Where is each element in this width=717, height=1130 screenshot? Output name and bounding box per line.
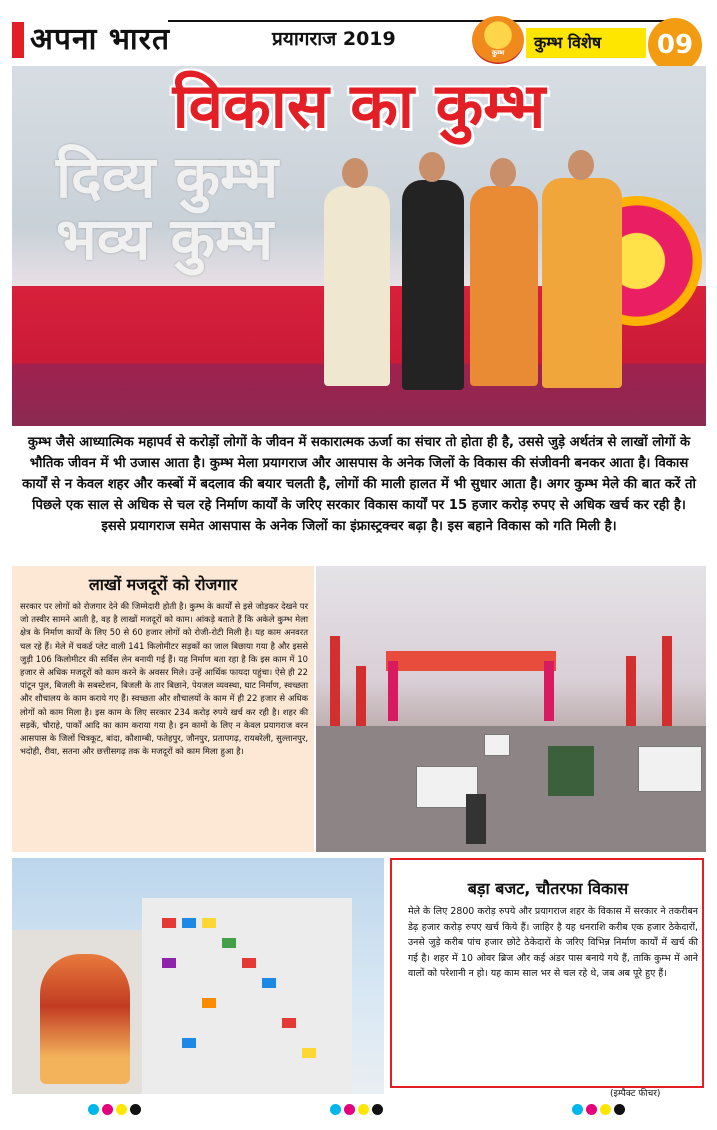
building-main bbox=[142, 898, 352, 1094]
registration-dot bbox=[572, 1104, 583, 1115]
registration-dot bbox=[116, 1104, 127, 1115]
registration-marks-right bbox=[572, 1100, 628, 1112]
building-mural bbox=[40, 954, 130, 1084]
hero-title: विकास का कुम्भ bbox=[172, 69, 546, 142]
registration-marks-center bbox=[330, 1100, 386, 1112]
person-figure bbox=[402, 180, 464, 390]
window bbox=[202, 918, 216, 928]
registration-dot bbox=[586, 1104, 597, 1115]
hero-sign-line1: दिव्य कुम्भ bbox=[56, 143, 279, 211]
registration-dot bbox=[344, 1104, 355, 1115]
window bbox=[162, 918, 176, 928]
flag bbox=[330, 636, 340, 726]
entrance-gate bbox=[386, 651, 556, 671]
painted-building-photo bbox=[12, 858, 384, 1094]
hero-photo bbox=[12, 66, 706, 426]
hero-sign bbox=[56, 143, 279, 273]
window bbox=[222, 938, 236, 948]
budget-article-body: मेले के लिए 2800 करोड़ रुपये और प्रयागराज शहर के विकास में सरकार ने तकरीबन डेढ़ हजार करोड़ रुपए खर्च किये हैं। जाहिर है यह धनराशि करीब एक हजार ठेकेदारों, उनसे जुड़े करीब पांच हजार छोटे ठेकेदारों के जरिए विभिन्न निर्माण कार्यों में खर्च की गई है। शहर में 10 ओवर ब्रिज और कई अंडर पास बनाये गये हैं, ताकि कुम्भ में आने वालों को परेशानी न हो। यह काम साल भर से चल रहे थे, जब अब पूरे हुए हैं। bbox=[408, 906, 698, 980]
registration-dot bbox=[130, 1104, 141, 1115]
window bbox=[242, 958, 256, 968]
gate-post bbox=[388, 661, 398, 721]
registration-dot bbox=[600, 1104, 611, 1115]
person-figure bbox=[470, 186, 538, 386]
registration-dot bbox=[358, 1104, 369, 1115]
jeep bbox=[638, 746, 702, 792]
registration-dot bbox=[372, 1104, 383, 1115]
window bbox=[282, 1018, 296, 1028]
page-number: 09 bbox=[648, 18, 702, 72]
registration-dot bbox=[614, 1104, 625, 1115]
flag bbox=[662, 636, 672, 726]
window bbox=[302, 1048, 316, 1058]
intro-paragraph: कुम्भ जैसे आध्यात्मिक महापर्व से करोड़ों लोगों के जीवन में सकारात्मक ऊर्जा का संचार तो होता ही है, उससे जुड़े अर्थतंत्र से लाखों लोगों के भौतिक जीवन में भी उजास आता है। कुम्भ मेला प्रयागराज और आसपास के अनेक जिलों के विकास की संजीवनी बनकर आता है। विकास कार्यों से न केवल शहर और कस्बों में बदलाव की बयार चलती है, लोगों की माली हालत में भी सुधार आता है। अगर कुम्भ मेले की बात करें तो पिछले एक साल से अधिक से चल रहे निर्माण कार्यों के जरिए सरकार विकास कार्यों पर 15 हजार करोड़ रुपए से अधिक खर्च कर रही है। इससे प्रयागराज समेत आसपास के अनेक जिलों का इंफ्रास्ट्रक्चर बढ़ा है। इस बहाने विकास को गति मिली है। bbox=[22, 435, 696, 534]
flag bbox=[626, 656, 636, 736]
window bbox=[262, 978, 276, 988]
window bbox=[162, 958, 176, 968]
section-tag: कुम्भ विशेष bbox=[526, 28, 646, 58]
registration-marks-left bbox=[88, 1100, 144, 1112]
motorcycle-rider bbox=[466, 794, 486, 844]
header-red-bar bbox=[12, 22, 24, 58]
gate-post bbox=[544, 661, 554, 721]
header-rule bbox=[168, 20, 678, 22]
paper-name: अपना भारत bbox=[30, 22, 171, 57]
tractor bbox=[548, 746, 594, 796]
registration-dot bbox=[102, 1104, 113, 1115]
jobs-article-heading: लाखों मजदूरों को रोजगार bbox=[88, 575, 238, 594]
person-head bbox=[419, 152, 445, 182]
window bbox=[182, 1038, 196, 1048]
hero-sign-line2: भव्य कुम्भ bbox=[56, 205, 274, 273]
window bbox=[182, 918, 196, 928]
person-head bbox=[568, 150, 594, 180]
feature-credit: (इम्पैक्ट फीचर) bbox=[610, 1089, 661, 1099]
kumbh-emblem bbox=[472, 16, 524, 64]
city-date: प्रयागराज 2019 bbox=[272, 28, 396, 50]
budget-article-heading: बड़ा बजट, चौतरफा विकास bbox=[467, 879, 629, 898]
window bbox=[202, 998, 216, 1008]
person-head bbox=[490, 158, 516, 188]
person-figure bbox=[542, 178, 622, 388]
person-head bbox=[342, 158, 368, 188]
person-figure bbox=[324, 186, 390, 386]
market-road-photo bbox=[316, 566, 706, 852]
jobs-article-body: सरकार पर लोगों को रोजगार देने की जिम्मेदारी होती है। कुम्भ के कार्यों से इसे जोड़कर देखने पर जो तस्वीर सामने आती है, वह है लाखों मजदूरों को काम। आंकड़े बताते हैं कि अकेले कुम्भ मेला क्षेत्र के निर्माण कार्यों के लिए 50 से 60 हजार लोगों को रोजी-रोटी मिली है। यह काम अनवरत चल रहे हैं। मेले में चकर्ड प्लेट वाली 141 किलोमीटर सड़कों का जाल बिछाया गया है और इससे जुड़ी 106 किलोमीटर की सर्विस लेन बनायी गई हैं। यह निर्माण बता रहा है कि इस काम में 10 हजार से अधिक मजदूरों को काम करने के अवसर मिले। उन्हें आर्थिक फायदा पहुंचा। ऐसे ही 22 पांटून पुल, बिजली के सबस्टेशन, बिजली के तार बिछाने, पेयजल व्यवस्था, घाट निर्माण, स्वच्छता और शौचालय के काम कराये गए हैं। स्वच्छता और शौचालयों के काम में ही 22 हजार से अधिक लोगों को काम मिला है। इस काम के लिए सरकार 234 करोड़ रुपये खर्च कर रही है। शहर की सड़कें, चौराहे, पार्कों आदि का काम कराया गया है। इन कामों के लिए न केवल प्रयागराज वरन आसपास के जिलों चित्रकूट, बांदा, कौशाम्बी, फतेहपुर, जौनपुर, प्रतापगढ़, रायबरेली, सुल्तानपुर, भदोही, रीवा, सतना और छत्तीसगढ़ तक के मजदूरों को काम मिला हुआ है। bbox=[20, 601, 308, 757]
car bbox=[484, 734, 510, 756]
registration-dot bbox=[88, 1104, 99, 1115]
registration-dot bbox=[330, 1104, 341, 1115]
emblem-text: कुम्भ bbox=[491, 49, 505, 57]
